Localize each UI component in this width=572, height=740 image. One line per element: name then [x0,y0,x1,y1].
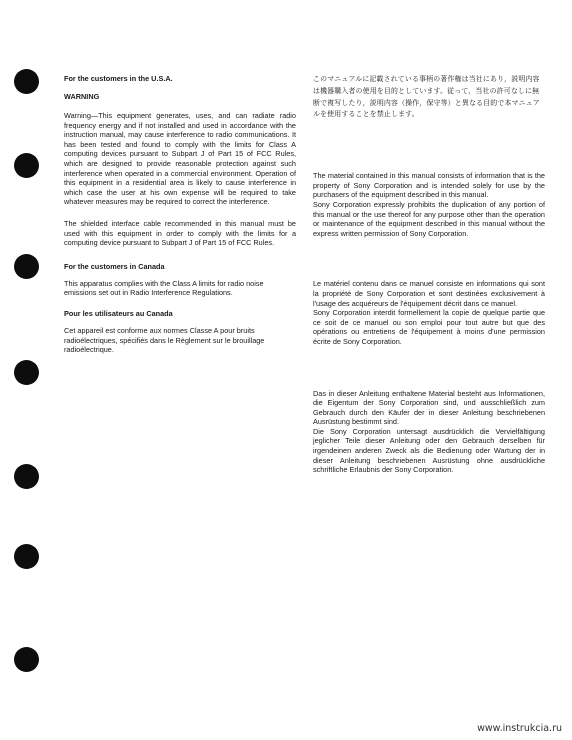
warning-heading: WARNING [64,92,100,101]
english-copyright-text: The material contained in this manual consists of information that is the property of Sony Corporation and is intended solely for use by the purchasers of the equipment described in this manual. [313,171,545,200]
canada-text: This apparatus complies with the Class A limits for radio noise emissions set out in Radio Interference Regulations. [64,278,264,298]
right-column [313,74,545,475]
french-copyright-text: Le matériel contenu dans ce manuel consiste en informations qui sont la propriété de Sony Corporation et sont destinées exclusivement à l'usage des acquéreurs de l'équipement décrit dans ce manuel. [313,279,545,308]
canada-french-text: Cet appareil est conforme aux normes Classe A pour bruits radioélectriques, spécifiés dans le Règlement sur le brouillage radioélectrique. [64,325,265,355]
left-column [64,74,296,355]
usa-heading: For the customers in the U.S.A. [64,74,173,83]
canada-french-heading: Pour les utilisateurs au Canada [64,308,173,318]
watermark: www.instrukcia.ru [477,723,562,734]
fcc-warning-text: Warning—This equipment generates, uses, and can radiate radio frequency energy and if not installed and used in accordance with the instruction manual, may cause interference to radio communications. It has been tested and found to comply with the limits for Class A computing devices pursuant to Subpart J of Part 15 of FCC Rules, which are designed to provide reasonable protection against such interference when operated in a commercial environment. Operation of this equipment in a residential area is likely to cause interference in which case the user at his own expense will be required to take whatever measures may be required to correct the interference. [64,111,296,207]
binder-hole-2 [14,153,39,178]
binder-hole-1 [14,69,39,94]
binder-hole-5 [14,464,39,489]
binder-hole-6 [14,544,39,569]
canada-heading: For the customers in Canada [64,261,165,271]
shielded-cable-text: The shielded interface cable recommended in this manual must be used with this equipment in order to comply with the limits for a computing device pursuant to Subpart J of Part 15 of FCC Rules. [64,218,296,248]
english-copyright-text-2: Sony Corporation expressly prohibits the duplication of any portion of this manual or the use thereof for any purpose other than the operation or maintenance of the equipment described in this manual without the express written permission of Sony Corporation. [313,199,545,238]
japanese-copyright-text: このマニュアルに記載されている事柄の著作権は当社にあり，説明内容は機器購入者の使用を目的としています。従って，当社の許可なしに無断で複写したり，説明内容（操作，保守等）と異なる目的で本マニュアルを使用することを禁止します。 [313,75,540,119]
binder-hole-7 [14,647,39,672]
binder-hole-3 [14,254,39,279]
binder-hole-4 [14,360,39,385]
french-copyright-text-2: Sony Corporation interdit formellement la copie de quelque partie que ce soit de ce manuel ou son emploi pour tout autre but que des opérations ou entretiens de l'équipement à moins d'une permission écrite de Sony Corporation. [313,308,545,346]
german-copyright-text: Das in dieser Anleitung enthaltene Material besteht aus Informationen, die Eigentum der Sony Corporation sind, und ausschließlich zum Gebrauch durch den Käufer der in dieser Anleitung beschriebenen Ausrüstung bestimmt sind. [313,388,545,427]
german-copyright-text-2: Die Sony Corporation untersagt ausdrücklich die Vervielfältigung jeglicher Teile dieser Anleitung oder den Gebrauch derselben für irgendeinen anderen Zweck als die Bedienung oder Wartung der in dieser Anleitung beschriebenen Ausrüstung ohne ausdrückliche schriftliche Erlaubnis der Sony Corporation. [313,426,545,475]
